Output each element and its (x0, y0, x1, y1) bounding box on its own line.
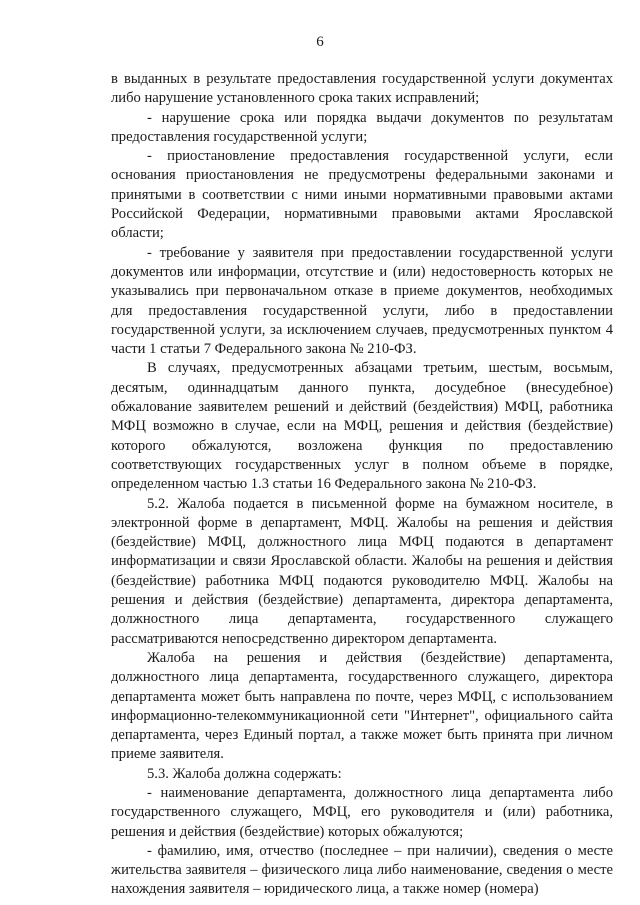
paragraph-list-item: - наименование департамента, должностного лица департамента либо государственного служащего, МФЦ, его руководителя и (или) работника, решения и действия (бездействие) которых обжалуются; (111, 784, 613, 840)
paragraph-list-item: - требование у заявителя при предоставлении государственной услуги документов или информации, отсутствие и (или) недостоверность которых не указывались при первоначальном отказе в приеме документов, необходимых для предоставления государственной услуги, либо в предоставлении государственной услуги, за исключением случаев, предусмотренных пунктом 4 части 1 статьи 7 Федерального закона № 210-ФЗ. (111, 244, 613, 358)
paragraph-section-5-3: 5.3. Жалоба должна содержать: (147, 765, 342, 782)
paragraph-list-item: - приостановление предоставления государственной услуги, если основания приостановления не предусмотрены федеральными законами и принятыми в соответствии с ними иными нормативными правовыми актами Российской Федерации, нормативными правовыми актами Ярославской области; (111, 148, 613, 242)
paragraph-continuation: в выданных в результате предоставления государственной услуги документах либо нарушение установленного срока таких исправлений; (111, 71, 613, 107)
document-body (111, 70, 613, 900)
paragraph-section-5-2: 5.2. Жалоба подается в письменной форме на бумажном носителе, в электронной форме в департамент, МФЦ. Жалобы на решения и действия (бездействие) МФЦ, должностного лица МФЦ подаются в департамент информатизации и связи Ярославской области. Жалобы на решения и действия (бездействие) работника МФЦ подаются руководителю МФЦ. Жалобы на решения и действия (бездействие) департамента, директора департамента, должностного лица департамента, государственного служащего рассматриваются непосредственно директором департамента. (111, 495, 613, 647)
paragraph: В случаях, предусмотренных абзацами третьим, шестым, восьмым, десятым, одиннадцатым данного пункта, досудебное (внесудебное) обжалование заявителем решений и действий (бездействия) МФЦ, работника МФЦ возможно в случае, если на МФЦ, решения и действия (бездействие) которого обжалуются, возложена функция по предоставлению соответствующих государственных услуг в полном объеме в порядке, определенном частью 1.3 статьи 16 Федерального закона № 210-ФЗ. (111, 360, 613, 493)
paragraph-list-item: - нарушение срока или порядка выдачи документов по результатам предоставления государственной услуги; (111, 109, 613, 145)
paragraph-list-item: - фамилию, имя, отчество (последнее – при наличии), сведения о месте жительства заявителя – физического лица либо наименование, сведения о месте нахождения заявителя – юридического лица, а также номер (номера) (111, 842, 613, 898)
paragraph: Жалоба на решения и действия (бездействие) департамента, должностного лица департамента, государственного служащего, директора департамента может быть направлена по почте, через МФЦ, с использованием информационно-телекоммуникационной сети "Интернет", официального сайта департамента, через Единый портал, а также может быть принята при личном приеме заявителя. (111, 649, 613, 763)
page-number: 6 (316, 34, 324, 50)
